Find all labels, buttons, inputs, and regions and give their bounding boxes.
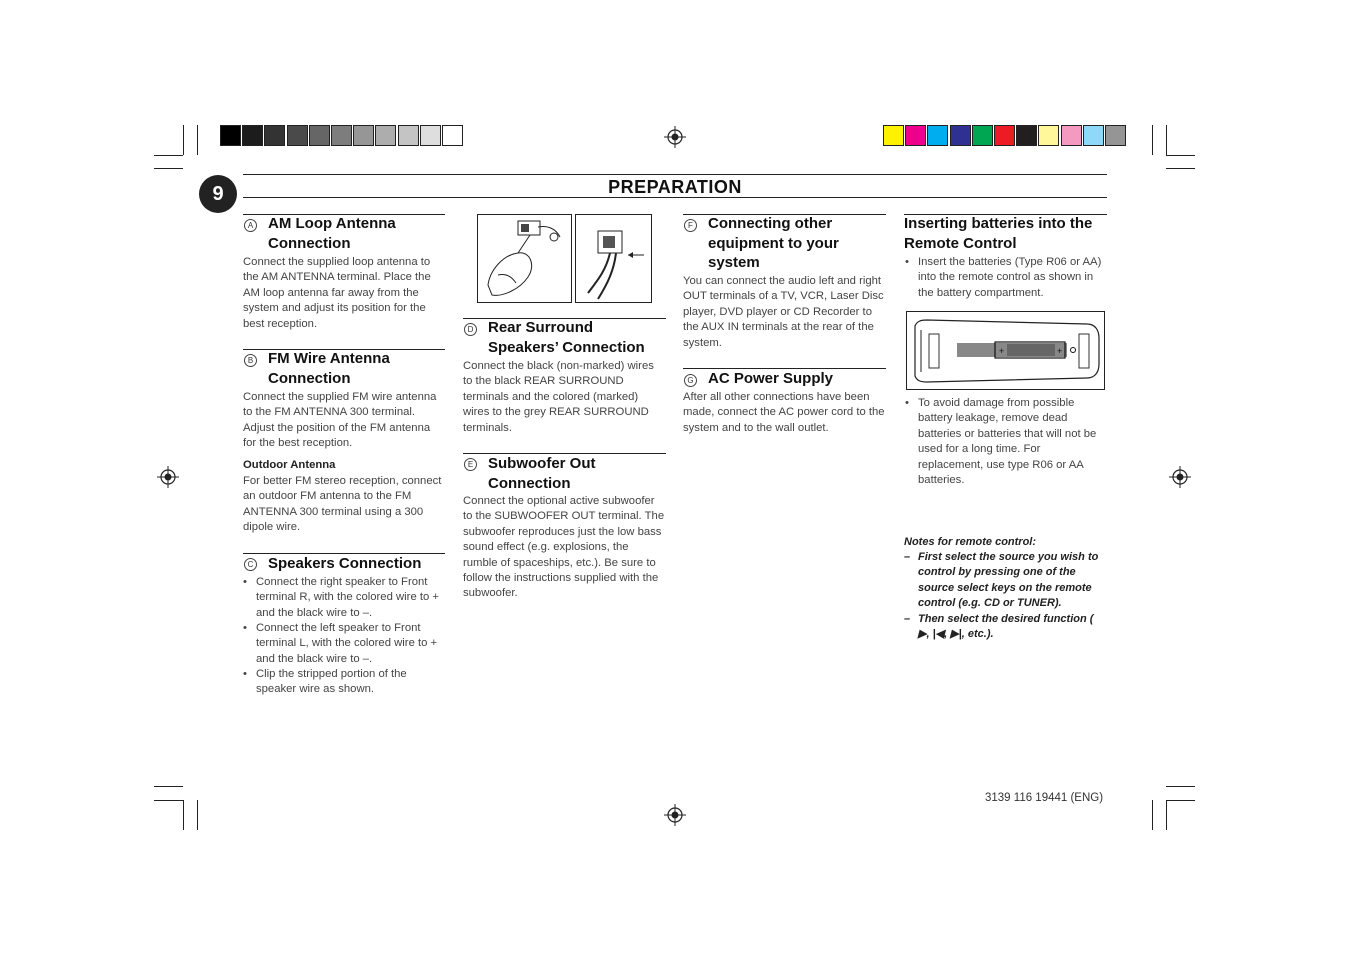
list-item-text: Clip the stripped portion of the speaker wire as shown. (256, 668, 407, 696)
color-swatch (950, 125, 971, 146)
heading-line: Subwoofer Out (488, 455, 596, 472)
section-letter-badge: E (464, 458, 477, 471)
heading-line: system (708, 254, 760, 271)
heading-line: AC Power Supply (708, 370, 834, 387)
document-code: 3139 116 19441 (ENG) (985, 792, 1104, 804)
color-swatch (1016, 125, 1037, 146)
color-swatch (287, 125, 308, 146)
crop-mark (154, 168, 183, 169)
section-letter-badge: C (244, 558, 257, 571)
crop-mark (1166, 155, 1195, 156)
list-item: • To avoid damage from possible battery leakage, remove dead batteries or batteries that will not be used for a long time. For replacement, use type R06 or AA batteries. (905, 397, 1097, 487)
section-heading-subwoofer (488, 454, 596, 493)
heading-line: AM Loop Antenna (268, 215, 396, 232)
color-swatch (1105, 125, 1126, 146)
note-item-text: Then select the desired function ( ▶, |◀, ▶|, etc.). (918, 613, 1094, 641)
wire-terminal-icon (576, 215, 651, 302)
section-letter-badge: D (464, 323, 477, 336)
section-body-am-loop: Connect the supplied loop antenna to the AM ANTENNA terminal. Place the AM loop antenna far away from the system and adjust its position for the best reception. (243, 256, 431, 330)
color-swatch (883, 125, 904, 146)
list-item: • Connect the left speaker to Front terminal L, with the colored wire to + and the black wire to –. (243, 622, 438, 665)
section-heading-rear-surround (488, 318, 645, 357)
subheading-outdoor-antenna: Outdoor Antenna (243, 459, 336, 471)
list-item-text: Connect the left speaker to Front terminal L, with the colored wire to + and the black wire to –. (256, 622, 438, 665)
color-swatch (972, 125, 993, 146)
section-heading-speakers (268, 554, 421, 574)
heading-line: Connecting other (708, 215, 833, 232)
list-item-text: Insert the batteries (Type R06 or AA) into the remote control as shown in the battery compartment. (918, 256, 1102, 299)
note-item: – First select the source you wish to control by pressing one of the source select keys on the remote control (e.g. CD or TUNER). (904, 551, 1099, 610)
registration-mark-icon (664, 804, 686, 826)
antenna-clip-illustration (477, 214, 572, 303)
crop-mark (1166, 800, 1167, 830)
crop-mark (154, 155, 183, 156)
page-title: PREPARATION (608, 177, 742, 197)
section-body-fm-wire: Connect the supplied FM wire antenna to the FM ANTENNA 300 terminal. Adjust the position of the FM antenna for the best reception. (243, 391, 437, 450)
heading-line: Remote Control (904, 234, 1017, 252)
crop-mark (197, 125, 198, 155)
color-swatch (309, 125, 330, 146)
crop-mark (1166, 168, 1195, 169)
heading-line: Connection (268, 369, 351, 387)
section-letter-badge: B (244, 354, 257, 367)
outdoor-antenna-body: For better FM stereo reception, connect an outdoor FM antenna to the FM ANTENNA 300 terminal using a 300 dipole wire. (243, 475, 442, 534)
heading-line: FM Wire Antenna (268, 350, 390, 367)
section-heading-other-equipment (708, 214, 839, 273)
section-body-rear-surround: Connect the black (non-marked) wires to the black REAR SURROUND terminals and the colored (marked) wires to the grey REAR SURROUND terminals. (463, 360, 654, 434)
registration-mark-icon (1169, 466, 1191, 488)
section-letter-badge: G (684, 374, 697, 387)
heading-line: Inserting batteries into the (904, 215, 1093, 232)
color-swatch (442, 125, 463, 146)
section-body-other-equipment: You can connect the audio left and right OUT terminals of a TV, VCR, Laser Disc player, DVD player or CD Recorder to the AUX IN terminals at the rear of the system. (683, 275, 884, 349)
section-heading-am-loop (268, 214, 396, 253)
list-item-text: To avoid damage from possible battery leakage, remove dead batteries or batteries that will not be used for a long time. For replacement, use type R06 or AA batteries. (918, 397, 1097, 487)
svg-text:+: + (999, 346, 1005, 356)
color-swatch (264, 125, 285, 146)
color-swatch (905, 125, 926, 146)
color-swatch (375, 125, 396, 146)
list-item: • Connect the right speaker to Front terminal R, with the colored wire to + and the black wire to –. (243, 576, 440, 619)
crop-mark (1152, 800, 1153, 830)
title-bottom-rule (243, 197, 1107, 198)
color-swatch (1061, 125, 1082, 146)
color-swatch (353, 125, 374, 146)
list-item-text: Connect the right speaker to Front terminal R, with the colored wire to + and the black wire to –. (256, 576, 440, 619)
hand-connecting-wire-icon (478, 215, 571, 302)
crop-mark (154, 786, 183, 787)
section-letter-badge: A (244, 219, 257, 232)
section-heading-batteries (904, 214, 1092, 253)
heading-line: Speakers’ Connection (488, 338, 645, 356)
heading-line: equipment to your (708, 234, 839, 252)
page-number-badge: 9 (199, 175, 237, 213)
color-swatch (420, 125, 441, 146)
crop-mark (1166, 800, 1195, 801)
section-body-ac-power: After all other connections have been made, connect the AC power cord to the system and to the wall outlet. (683, 391, 885, 434)
note-item: – Then select the desired function ( ▶, |◀, ▶|, etc.). (904, 613, 1094, 641)
color-swatch (398, 125, 419, 146)
color-swatch (1083, 125, 1104, 146)
crop-mark (183, 800, 184, 830)
section-body-subwoofer: Connect the optional active subwoofer to the SUBWOOFER OUT terminal. The subwoofer reproduces just the low bass sound effect (e.g. explosions, the rumble of spaceships, etc.). Be sure to follow the instructions supplied with the subwoofer. (463, 495, 665, 600)
section-heading-fm-wire (268, 349, 390, 388)
heading-line: Speakers Connection (268, 555, 422, 572)
title-top-rule (243, 174, 1107, 175)
heading-line: Rear Surround (488, 319, 594, 336)
heading-line: Connection (488, 474, 571, 492)
section-heading-ac-power (708, 369, 833, 389)
remote-control-icon (907, 312, 1104, 389)
crop-mark (183, 125, 184, 155)
registration-mark-icon (157, 466, 179, 488)
terminal-connection-illustration (575, 214, 652, 303)
section-letter-badge: F (684, 219, 697, 232)
heading-line: Connection (268, 234, 351, 252)
note-item-text: First select the source you wish to control by pressing one of the source select keys on the remote control (e.g. CD or TUNER). (918, 551, 1099, 610)
color-swatch (1038, 125, 1059, 146)
crop-mark (197, 800, 198, 830)
crop-mark (1166, 125, 1167, 155)
registration-mark-icon (664, 126, 686, 148)
list-item: • Clip the stripped portion of the speaker wire as shown. (243, 668, 407, 696)
remote-battery-illustration (906, 311, 1105, 390)
color-swatch (331, 125, 352, 146)
color-swatch (220, 125, 241, 146)
list-item: • Insert the batteries (Type R06 or AA) into the remote control as shown in the battery compartment. (905, 256, 1102, 299)
crop-mark (1152, 125, 1153, 155)
color-swatch (927, 125, 948, 146)
svg-text:+: + (1057, 346, 1063, 356)
color-swatch (242, 125, 263, 146)
crop-mark (154, 800, 183, 801)
notes-title: Notes for remote control: (904, 536, 1037, 548)
crop-mark (1166, 786, 1195, 787)
color-swatch (994, 125, 1015, 146)
